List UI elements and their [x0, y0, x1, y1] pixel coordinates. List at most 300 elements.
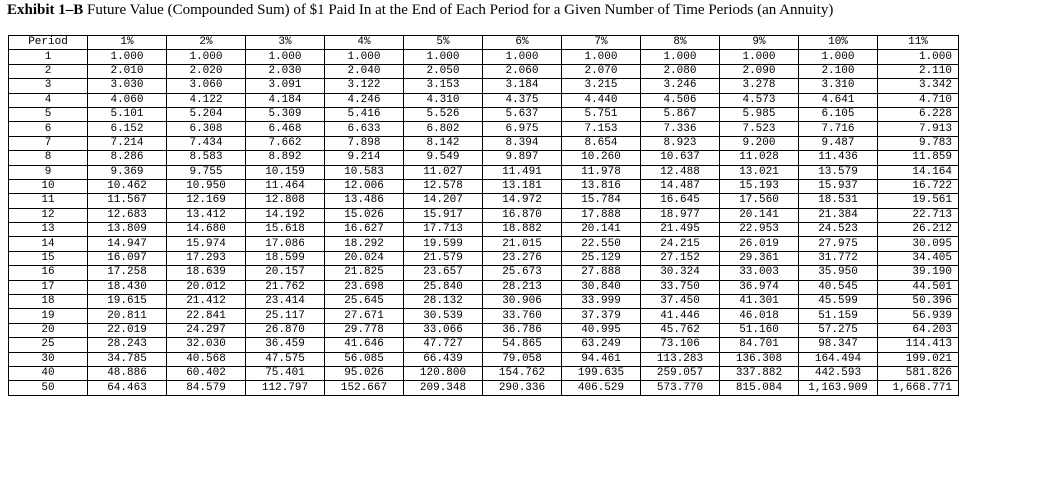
value-cell: 8.286 [88, 151, 167, 165]
value-cell: 290.336 [483, 381, 562, 395]
value-cell: 12.488 [641, 165, 720, 179]
value-cell: 4.246 [325, 93, 404, 107]
value-cell: 26.870 [246, 323, 325, 337]
value-cell: 13.579 [799, 165, 878, 179]
table-row [9, 266, 959, 280]
column-header-rate: 1% [88, 36, 167, 50]
value-cell: 5.751 [562, 107, 641, 121]
table-row [9, 251, 959, 265]
value-cell: 17.086 [246, 237, 325, 251]
period-cell: 19 [9, 309, 88, 323]
value-cell: 11.567 [88, 194, 167, 208]
value-cell: 4.375 [483, 93, 562, 107]
value-cell: 8.583 [167, 151, 246, 165]
column-header-rate: 8% [641, 36, 720, 50]
value-cell: 28.213 [483, 280, 562, 294]
period-cell: 40 [9, 366, 88, 380]
value-cell: 22.953 [720, 223, 799, 237]
value-cell: 34.785 [88, 352, 167, 366]
value-cell: 209.348 [404, 381, 483, 395]
value-cell: 25.645 [325, 295, 404, 309]
value-cell: 23.657 [404, 266, 483, 280]
value-cell: 17.713 [404, 223, 483, 237]
value-cell: 7.434 [167, 136, 246, 150]
value-cell: 28.132 [404, 295, 483, 309]
column-header-rate: 6% [483, 36, 562, 50]
value-cell: 17.258 [88, 266, 167, 280]
value-cell: 113.283 [641, 352, 720, 366]
value-cell: 11.859 [878, 151, 959, 165]
value-cell: 154.762 [483, 366, 562, 380]
table-row [9, 136, 959, 150]
value-cell: 94.461 [562, 352, 641, 366]
value-cell: 1.000 [720, 50, 799, 64]
value-cell: 3.342 [878, 79, 959, 93]
value-cell: 15.917 [404, 208, 483, 222]
value-cell: 12.006 [325, 179, 404, 193]
value-cell: 95.026 [325, 366, 404, 380]
value-cell: 79.058 [483, 352, 562, 366]
value-cell: 581.826 [878, 366, 959, 380]
value-cell: 112.797 [246, 381, 325, 395]
period-cell: 20 [9, 323, 88, 337]
value-cell: 63.249 [562, 338, 641, 352]
exhibit-title [7, 2, 833, 19]
value-cell: 8.394 [483, 136, 562, 150]
table-row [9, 280, 959, 294]
value-cell: 19.561 [878, 194, 959, 208]
value-cell: 5.526 [404, 107, 483, 121]
value-cell: 2.020 [167, 64, 246, 78]
value-cell: 4.122 [167, 93, 246, 107]
value-cell: 164.494 [799, 352, 878, 366]
period-cell: 7 [9, 136, 88, 150]
value-cell: 2.010 [88, 64, 167, 78]
column-header-rate: 4% [325, 36, 404, 50]
table-row [9, 323, 959, 337]
value-cell: 27.152 [641, 251, 720, 265]
value-cell: 20.024 [325, 251, 404, 265]
value-cell: 13.412 [167, 208, 246, 222]
value-cell: 1.000 [562, 50, 641, 64]
exhibit-number: Exhibit 1–B [7, 2, 84, 18]
column-header-rate: 5% [404, 36, 483, 50]
value-cell: 25.117 [246, 309, 325, 323]
value-cell: 16.645 [641, 194, 720, 208]
value-cell: 13.021 [720, 165, 799, 179]
value-cell: 7.913 [878, 122, 959, 136]
value-cell: 10.583 [325, 165, 404, 179]
value-cell: 21.384 [799, 208, 878, 222]
value-cell: 20.811 [88, 309, 167, 323]
value-cell: 9.897 [483, 151, 562, 165]
value-cell: 12.578 [404, 179, 483, 193]
value-cell: 25.673 [483, 266, 562, 280]
value-cell: 5.985 [720, 107, 799, 121]
value-cell: 573.770 [641, 381, 720, 395]
period-cell: 12 [9, 208, 88, 222]
value-cell: 34.405 [878, 251, 959, 265]
value-cell: 9.369 [88, 165, 167, 179]
value-cell: 136.308 [720, 352, 799, 366]
value-cell: 25.129 [562, 251, 641, 265]
value-cell: 98.347 [799, 338, 878, 352]
value-cell: 17.560 [720, 194, 799, 208]
value-cell: 10.950 [167, 179, 246, 193]
table-row [9, 366, 959, 380]
value-cell: 36.786 [483, 323, 562, 337]
period-cell: 4 [9, 93, 88, 107]
value-cell: 41.301 [720, 295, 799, 309]
table-row [9, 93, 959, 107]
value-cell: 3.091 [246, 79, 325, 93]
value-cell: 16.627 [325, 223, 404, 237]
value-cell: 15.618 [246, 223, 325, 237]
value-cell: 3.153 [404, 79, 483, 93]
value-cell: 4.506 [641, 93, 720, 107]
value-cell: 25.840 [404, 280, 483, 294]
value-cell: 406.529 [562, 381, 641, 395]
value-cell: 152.667 [325, 381, 404, 395]
value-cell: 7.523 [720, 122, 799, 136]
value-cell: 9.487 [799, 136, 878, 150]
value-cell: 18.639 [167, 266, 246, 280]
value-cell: 10.462 [88, 179, 167, 193]
value-cell: 5.204 [167, 107, 246, 121]
value-cell: 56.939 [878, 309, 959, 323]
value-cell: 18.599 [246, 251, 325, 265]
value-cell: 11.436 [799, 151, 878, 165]
value-cell: 3.310 [799, 79, 878, 93]
value-cell: 11.464 [246, 179, 325, 193]
value-cell: 33.003 [720, 266, 799, 280]
table-row [9, 295, 959, 309]
value-cell: 20.012 [167, 280, 246, 294]
value-cell: 35.950 [799, 266, 878, 280]
value-cell: 30.840 [562, 280, 641, 294]
column-header-rate: 9% [720, 36, 799, 50]
value-cell: 17.293 [167, 251, 246, 265]
value-cell: 7.214 [88, 136, 167, 150]
value-cell: 57.275 [799, 323, 878, 337]
value-cell: 9.200 [720, 136, 799, 150]
value-cell: 4.641 [799, 93, 878, 107]
value-cell: 6.975 [483, 122, 562, 136]
value-cell: 1.000 [878, 50, 959, 64]
table-row [9, 352, 959, 366]
column-header-rate: 7% [562, 36, 641, 50]
value-cell: 21.825 [325, 266, 404, 280]
value-cell: 21.495 [641, 223, 720, 237]
value-cell: 8.923 [641, 136, 720, 150]
value-cell: 337.882 [720, 366, 799, 380]
value-cell: 45.599 [799, 295, 878, 309]
value-cell: 1,668.771 [878, 381, 959, 395]
table-header [9, 36, 959, 50]
value-cell: 9.214 [325, 151, 404, 165]
value-cell: 3.184 [483, 79, 562, 93]
value-cell: 1.000 [483, 50, 562, 64]
value-cell: 3.278 [720, 79, 799, 93]
value-cell: 12.683 [88, 208, 167, 222]
period-cell: 13 [9, 223, 88, 237]
value-cell: 47.575 [246, 352, 325, 366]
value-cell: 33.999 [562, 295, 641, 309]
column-header-rate: 10% [799, 36, 878, 50]
value-cell: 1.000 [404, 50, 483, 64]
value-cell: 46.018 [720, 309, 799, 323]
value-cell: 6.152 [88, 122, 167, 136]
value-cell: 13.809 [88, 223, 167, 237]
value-cell: 24.523 [799, 223, 878, 237]
value-cell: 20.141 [720, 208, 799, 222]
value-cell: 15.937 [799, 179, 878, 193]
period-cell: 30 [9, 352, 88, 366]
value-cell: 20.141 [562, 223, 641, 237]
annuity-table-container [8, 35, 959, 396]
table-row [9, 381, 959, 395]
value-cell: 11.491 [483, 165, 562, 179]
value-cell: 11.028 [720, 151, 799, 165]
period-cell: 50 [9, 381, 88, 395]
value-cell: 54.865 [483, 338, 562, 352]
period-cell: 18 [9, 295, 88, 309]
value-cell: 2.110 [878, 64, 959, 78]
value-cell: 14.680 [167, 223, 246, 237]
value-cell: 1.000 [325, 50, 404, 64]
value-cell: 4.060 [88, 93, 167, 107]
value-cell: 15.784 [562, 194, 641, 208]
value-cell: 14.192 [246, 208, 325, 222]
value-cell: 9.549 [404, 151, 483, 165]
period-cell: 16 [9, 266, 88, 280]
value-cell: 18.292 [325, 237, 404, 251]
value-cell: 2.070 [562, 64, 641, 78]
value-cell: 9.783 [878, 136, 959, 150]
value-cell: 19.599 [404, 237, 483, 251]
value-cell: 18.882 [483, 223, 562, 237]
value-cell: 9.755 [167, 165, 246, 179]
value-cell: 51.159 [799, 309, 878, 323]
value-cell: 56.085 [325, 352, 404, 366]
value-cell: 2.080 [641, 64, 720, 78]
value-cell: 6.468 [246, 122, 325, 136]
table-row [9, 165, 959, 179]
value-cell: 21.412 [167, 295, 246, 309]
value-cell: 16.870 [483, 208, 562, 222]
value-cell: 33.760 [483, 309, 562, 323]
value-cell: 3.030 [88, 79, 167, 93]
table-row [9, 151, 959, 165]
value-cell: 23.414 [246, 295, 325, 309]
value-cell: 48.886 [88, 366, 167, 380]
value-cell: 16.722 [878, 179, 959, 193]
period-cell: 14 [9, 237, 88, 251]
value-cell: 7.662 [246, 136, 325, 150]
value-cell: 50.396 [878, 295, 959, 309]
value-cell: 5.867 [641, 107, 720, 121]
value-cell: 4.440 [562, 93, 641, 107]
value-cell: 26.212 [878, 223, 959, 237]
value-cell: 21.015 [483, 237, 562, 251]
value-cell: 29.778 [325, 323, 404, 337]
value-cell: 8.654 [562, 136, 641, 150]
value-cell: 5.101 [88, 107, 167, 121]
value-cell: 10.260 [562, 151, 641, 165]
value-cell: 1.000 [799, 50, 878, 64]
value-cell: 75.401 [246, 366, 325, 380]
value-cell: 28.243 [88, 338, 167, 352]
period-cell: 25 [9, 338, 88, 352]
period-cell: 1 [9, 50, 88, 64]
value-cell: 120.800 [404, 366, 483, 380]
value-cell: 30.095 [878, 237, 959, 251]
value-cell: 26.019 [720, 237, 799, 251]
value-cell: 44.501 [878, 280, 959, 294]
value-cell: 64.203 [878, 323, 959, 337]
value-cell: 1.000 [246, 50, 325, 64]
value-cell: 84.579 [167, 381, 246, 395]
value-cell: 21.762 [246, 280, 325, 294]
value-cell: 7.336 [641, 122, 720, 136]
value-cell: 30.539 [404, 309, 483, 323]
value-cell: 21.579 [404, 251, 483, 265]
value-cell: 33.750 [641, 280, 720, 294]
value-cell: 36.459 [246, 338, 325, 352]
value-cell: 14.487 [641, 179, 720, 193]
value-cell: 19.615 [88, 295, 167, 309]
value-cell: 22.841 [167, 309, 246, 323]
value-cell: 32.030 [167, 338, 246, 352]
period-cell: 15 [9, 251, 88, 265]
value-cell: 22.019 [88, 323, 167, 337]
value-cell: 23.698 [325, 280, 404, 294]
value-cell: 14.972 [483, 194, 562, 208]
period-cell: 3 [9, 79, 88, 93]
value-cell: 2.090 [720, 64, 799, 78]
value-cell: 18.531 [799, 194, 878, 208]
table-body [9, 50, 959, 395]
value-cell: 6.105 [799, 107, 878, 121]
value-cell: 8.142 [404, 136, 483, 150]
value-cell: 39.190 [878, 266, 959, 280]
column-header-rate: 3% [246, 36, 325, 50]
column-header-rate: 11% [878, 36, 959, 50]
value-cell: 40.568 [167, 352, 246, 366]
period-cell: 5 [9, 107, 88, 121]
value-cell: 16.097 [88, 251, 167, 265]
value-cell: 20.157 [246, 266, 325, 280]
value-cell: 15.193 [720, 179, 799, 193]
value-cell: 6.633 [325, 122, 404, 136]
period-cell: 9 [9, 165, 88, 179]
value-cell: 1,163.909 [799, 381, 878, 395]
value-cell: 37.450 [641, 295, 720, 309]
value-cell: 10.637 [641, 151, 720, 165]
period-cell: 17 [9, 280, 88, 294]
value-cell: 37.379 [562, 309, 641, 323]
value-cell: 4.310 [404, 93, 483, 107]
exhibit-caption: Future Value (Compounded Sum) of $1 Paid In at the End of Each Period for a Given Number of Time Periods (an Annuity) [83, 2, 834, 18]
value-cell: 84.701 [720, 338, 799, 352]
value-cell: 23.276 [483, 251, 562, 265]
value-cell: 22.550 [562, 237, 641, 251]
value-cell: 6.308 [167, 122, 246, 136]
value-cell: 1.000 [88, 50, 167, 64]
value-cell: 10.159 [246, 165, 325, 179]
value-cell: 24.215 [641, 237, 720, 251]
value-cell: 17.888 [562, 208, 641, 222]
value-cell: 5.637 [483, 107, 562, 121]
value-cell: 7.716 [799, 122, 878, 136]
value-cell: 73.106 [641, 338, 720, 352]
period-cell: 11 [9, 194, 88, 208]
header-row [9, 36, 959, 50]
value-cell: 30.324 [641, 266, 720, 280]
value-cell: 4.184 [246, 93, 325, 107]
value-cell: 5.416 [325, 107, 404, 121]
value-cell: 4.573 [720, 93, 799, 107]
table-row [9, 223, 959, 237]
value-cell: 33.066 [404, 323, 483, 337]
value-cell: 815.084 [720, 381, 799, 395]
value-cell: 2.040 [325, 64, 404, 78]
value-cell: 22.713 [878, 208, 959, 222]
value-cell: 14.207 [404, 194, 483, 208]
table-row [9, 122, 959, 136]
table-row [9, 338, 959, 352]
value-cell: 36.974 [720, 280, 799, 294]
value-cell: 11.978 [562, 165, 641, 179]
value-cell: 13.816 [562, 179, 641, 193]
value-cell: 4.710 [878, 93, 959, 107]
value-cell: 6.802 [404, 122, 483, 136]
value-cell: 5.309 [246, 107, 325, 121]
value-cell: 442.593 [799, 366, 878, 380]
value-cell: 13.181 [483, 179, 562, 193]
value-cell: 12.808 [246, 194, 325, 208]
value-cell: 3.060 [167, 79, 246, 93]
value-cell: 12.169 [167, 194, 246, 208]
value-cell: 199.635 [562, 366, 641, 380]
value-cell: 15.974 [167, 237, 246, 251]
value-cell: 2.100 [799, 64, 878, 78]
value-cell: 27.671 [325, 309, 404, 323]
value-cell: 2.050 [404, 64, 483, 78]
value-cell: 27.888 [562, 266, 641, 280]
table-row [9, 194, 959, 208]
value-cell: 51.160 [720, 323, 799, 337]
period-cell: 10 [9, 179, 88, 193]
value-cell: 1.000 [641, 50, 720, 64]
value-cell: 6.228 [878, 107, 959, 121]
value-cell: 1.000 [167, 50, 246, 64]
table-row [9, 208, 959, 222]
table-row [9, 64, 959, 78]
value-cell: 11.027 [404, 165, 483, 179]
table-row [9, 50, 959, 64]
value-cell: 7.153 [562, 122, 641, 136]
table-row [9, 237, 959, 251]
value-cell: 45.762 [641, 323, 720, 337]
value-cell: 41.446 [641, 309, 720, 323]
period-cell: 8 [9, 151, 88, 165]
value-cell: 3.215 [562, 79, 641, 93]
value-cell: 60.402 [167, 366, 246, 380]
value-cell: 114.413 [878, 338, 959, 352]
table-row [9, 309, 959, 323]
value-cell: 13.486 [325, 194, 404, 208]
